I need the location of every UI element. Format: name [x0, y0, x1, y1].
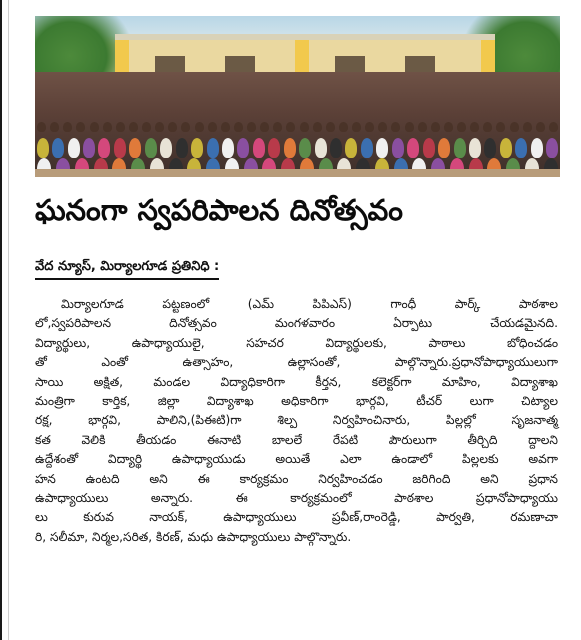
person-figure [361, 138, 373, 158]
person-figure [68, 138, 80, 158]
person-figure [50, 122, 59, 132]
person-figure [339, 122, 348, 132]
article-headline: ఘనంగా స్వపరిపాలన దినోత్సవం [35, 193, 403, 227]
ground [35, 169, 560, 177]
person-figure [407, 138, 419, 158]
person-figure [273, 122, 282, 132]
person-figure [313, 122, 322, 132]
article-body-line: కత వెలికి తీయడం ఈనాటి బాలలే రేపటి పౌరులుగా తీర్చిది ద్దాలని [35, 432, 558, 447]
article-body-line: తో ఎంతో ఉత్సాహం, ఉల్లాసంతో, పాల్గొన్నారు.ప్రధానోపాధ్యాయులుగా [35, 355, 558, 370]
person-figure [515, 138, 527, 158]
article-body [35, 295, 558, 547]
person-figure [222, 138, 234, 158]
person-figure [299, 138, 311, 158]
person-figure [418, 122, 427, 132]
article-body-line: ఉపాధ్యాయులు అన్నారు. ఈ కార్యక్రమంలో పాఠశాల ప్రధానోపాధ్యాయు [35, 491, 558, 506]
person-figure [330, 138, 342, 158]
person-figure [195, 122, 204, 132]
person-figure [145, 138, 157, 158]
person-figure [345, 138, 357, 158]
person-figure [423, 138, 435, 158]
person-figure [191, 138, 203, 158]
person-figure [510, 122, 519, 132]
person-figure [523, 122, 532, 132]
person-figure [114, 138, 126, 158]
person-figure [247, 122, 256, 132]
article-byline: వేద న్యూస్, మిర్యాలగూడ ప్రతినిధి : [35, 258, 219, 280]
person-figure [470, 122, 479, 132]
person-figure [90, 122, 99, 132]
column-rule-secondary [8, 0, 9, 640]
person-figure [500, 138, 512, 158]
article-body-line: సాయి అక్షిత, మండల విద్యాధికారిగా కీర్తన, కలెక్టర్‌గా మాహిం, విద్యాశాఖ [35, 374, 558, 389]
person-figure [546, 138, 558, 158]
person-figure [326, 122, 335, 132]
person-figure [469, 138, 481, 158]
person-figure [392, 138, 404, 158]
person-figure [181, 122, 190, 132]
person-figure [260, 122, 269, 132]
person-figure [378, 122, 387, 132]
person-figure [116, 122, 125, 132]
person-figure [155, 122, 164, 132]
next-article-headline-cut [80, 624, 540, 640]
person-figure [286, 122, 295, 132]
person-figure [454, 138, 466, 158]
person-figure [300, 122, 309, 132]
person-figure [365, 122, 374, 132]
person-figure [483, 122, 492, 132]
person-figure [496, 122, 505, 132]
person-figure [207, 138, 219, 158]
students-and-teachers [35, 72, 560, 177]
person-figure [484, 138, 496, 158]
article-body-line: మంత్రిగా కార్తిక, జిల్లా విద్యాశాఖ అధికారిగా భార్గవి, టీచర్ లుగా చిట్యాల [35, 394, 558, 409]
person-figure [37, 122, 46, 132]
person-figure [352, 122, 361, 132]
article-body-line: మిర్యాలగూడ పట్టణంలో (ఎమ్ పిపిఎస్) గాంధీ పార్క్ పాఠశాల [61, 297, 558, 311]
person-figure [98, 138, 110, 158]
person-figure [284, 138, 296, 158]
person-figure [142, 122, 151, 132]
person-figure [438, 138, 450, 158]
person-figure [253, 138, 265, 158]
person-figure [405, 122, 414, 132]
person-figure [208, 122, 217, 132]
person-figure [315, 138, 327, 158]
person-figure [103, 122, 112, 132]
person-figure [129, 138, 141, 158]
person-figure [268, 138, 280, 158]
person-figure [76, 122, 85, 132]
column-rule [0, 0, 2, 640]
person-figure [37, 138, 49, 158]
article-body-line: ఉద్దేశంతో విద్యార్థి ఉపాధ్యాయుడు అయితే ఎలా ఉండాలో పిల్లలకు అవగా [35, 452, 558, 467]
person-figure [52, 138, 64, 158]
article-body-line: రి, సలీమా, నిర్మల,సరిత, కిరణ్, మధు ఉపాధ్యాయులు పాల్గొన్నారు. [35, 529, 352, 544]
article-body-line: రక్ష, భార్గవి, పాలిని,(పిఈటి)గా శిల్ప నిర్వహించినారు, పిల్లల్లో సృజనాత్మ [35, 413, 558, 428]
person-figure [63, 122, 72, 132]
group-photo [35, 16, 560, 177]
person-figure [444, 122, 453, 132]
person-figure [168, 122, 177, 132]
article-body-line: హన ఉంటది అని ఈ కార్యక్రమం నిర్వహించడం జరిగింది అని ప్రధాన [35, 471, 558, 486]
person-figure [83, 138, 95, 158]
article-body-line: లో,స్వపరిపాలన దినోత్సవం మంగళవారం ఏర్పాటు చేయడమైనది. [35, 316, 558, 331]
person-figure [160, 138, 172, 158]
article-body-line: లు కురువ నాయక్, ఉపాధ్యాయులు ప్రవీణ్,రాంరెడ్డి, పార్వతి, రమణాచా [35, 510, 558, 525]
person-figure [176, 138, 188, 158]
person-figure [376, 138, 388, 158]
person-figure [237, 138, 249, 158]
person-figure [457, 122, 466, 132]
person-figure [221, 122, 230, 132]
person-figure [234, 122, 243, 132]
person-figure [549, 122, 558, 132]
person-figure [431, 122, 440, 132]
person-figure [129, 122, 138, 132]
person-figure [536, 122, 545, 132]
article-body-line: విద్యార్థులు, ఉపాధ్యాయులై, సహచర విద్యార్థులకు, పాఠాలు బోధించడం [35, 335, 558, 350]
person-figure [391, 122, 400, 132]
person-figure [531, 138, 543, 158]
